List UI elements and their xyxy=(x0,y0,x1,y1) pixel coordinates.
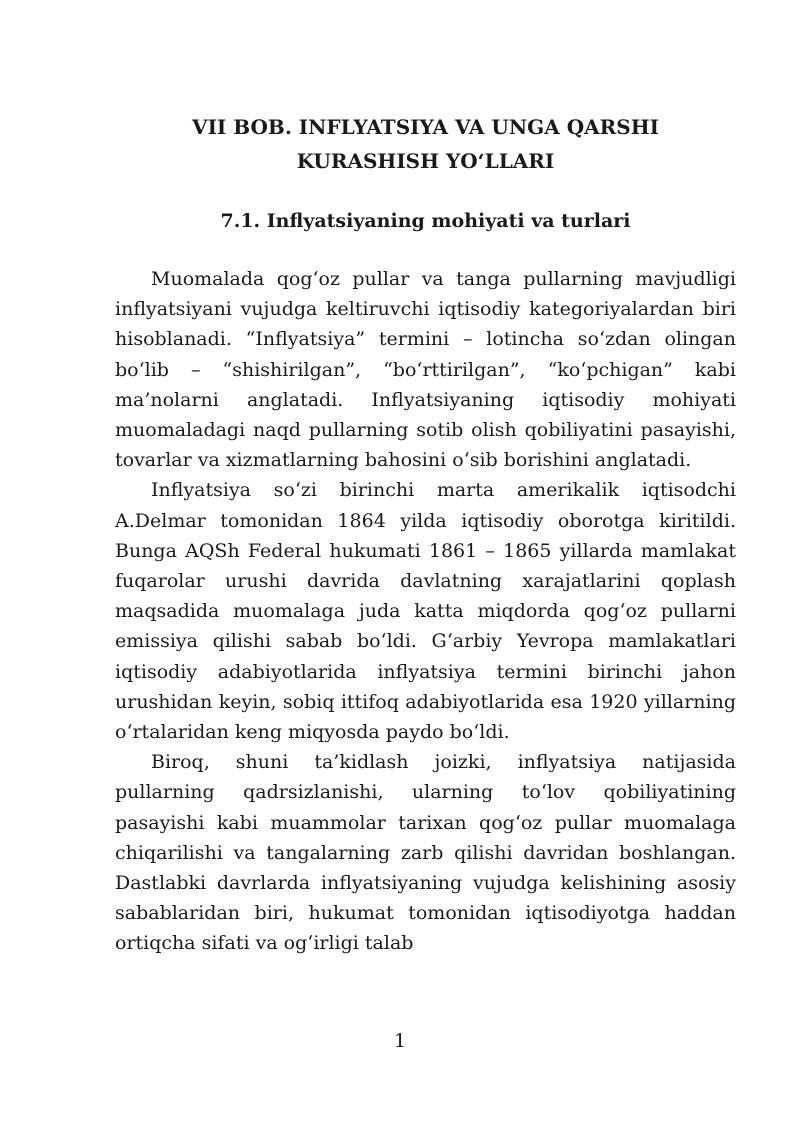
paragraph-1: Muomalada qog‘oz pullar va tanga pullarning mavjudligi inflyatsiyani vujudga keltiruvchi iqtisodiy kategoriyalardan biri hisoblanadi. “Inflyatsiya” termini – lotincha so‘zdan olingan bo‘lib – “shishirilgan”, “bo‘rttirilgan”, “ko‘pchigan” kabi ma’nolarni anglatadi. Inflyatsiyaning iqtisodiy mohiyati muomaladagi naqd pullarning sotib olish qobiliyatini pasayishi, tovarlar va xizmatlarning bahosini o‘sib borishini anglatadi. xyxy=(115,268,736,472)
chapter-title-line-1: VII BOB. INFLYATSIYA VA UNGA QARSHI xyxy=(192,115,659,139)
chapter-title-line-2: KURASHISH YO‘LLARI xyxy=(296,149,555,173)
paragraph-3: Biroq, shuni ta’kidlash joizki, inflyatsiya natijasida pullarning qadrsizlanishi, ularning to‘lov qobiliyatining pasayishi kabi muammolar tarixan qog‘oz pullar muomalaga chiqarilishi va tangalarning zarb qilishi davridan boshlangan. Dastlabki davrlarda inflyatsiyaning vujudga kelishining asosiy sabablaridan biri, hukumat tomonidan iqtisodiyotga haddan ortiqcha sifati va og‘irligi talab xyxy=(115,751,736,955)
page-number: 1 xyxy=(393,1030,407,1052)
document-page xyxy=(115,110,736,959)
paragraph-2: Inflyatsiya so‘zi birinchi marta amerikalik iqtisodchi A.Delmar tomonidan 1864 yilda iqtisodiy oborotga kiritildi. Bunga AQSh Federal hukumati 1861 – 1865 yillarda mamlakat fuqarolar urushi davrida davlatning xarajatlarini qoplash maqsadida muomalaga juda katta miqdorda qog‘oz pullarni emissiya qilishi sabab bo‘ldi. G‘arbiy Yevropa mamlakatlari iqtisodiy adabiyotlarida inflyatsiya termini birinchi jahon urushidan keyin, sobiq ittifoq adabiyotlarida esa 1920 yillarning o‘rtalaridan keng miqyosda paydo bo‘ldi. xyxy=(115,479,736,744)
section-title: 7.1. Inflyatsiyaning mohiyati va turlari xyxy=(220,210,631,232)
chapter-title xyxy=(115,110,736,178)
